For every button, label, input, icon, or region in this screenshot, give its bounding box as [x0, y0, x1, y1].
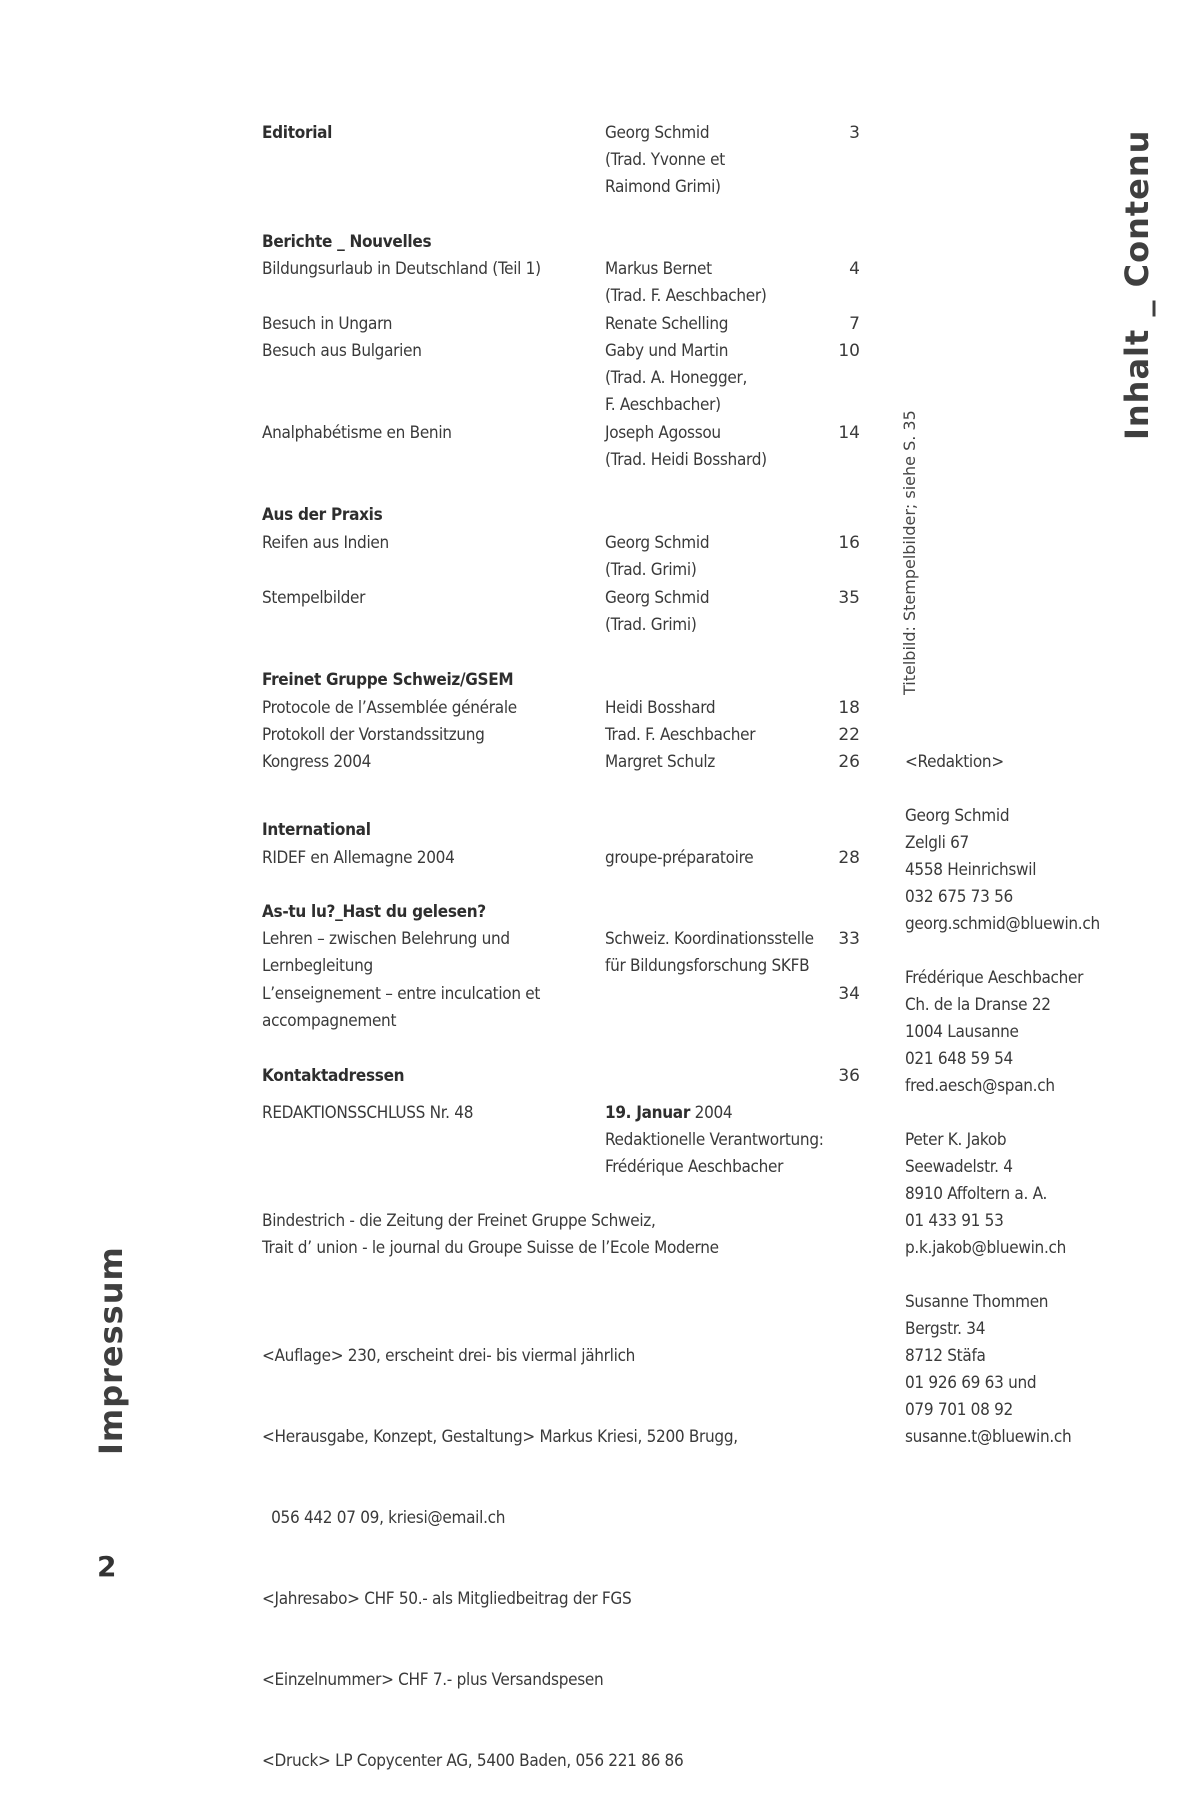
contact-block — [905, 1289, 1071, 1451]
page-ref[interactable]: 7 — [849, 314, 860, 334]
toc-item-author: Renate Schelling — [605, 314, 729, 334]
author-line: (Trad. Grimi) — [605, 615, 697, 635]
intro-line: Bindestrich - die Zeitung der Freinet Gruppe Schweiz, — [262, 1211, 656, 1231]
toc-item-title[interactable]: Besuch in Ungarn — [262, 314, 393, 334]
author-line: Joseph Agossou — [605, 423, 721, 443]
contact-city: 4558 Heinrichswil — [905, 860, 1037, 880]
contact-phone: 01 926 69 63 und — [905, 1373, 1037, 1393]
toc-item-author: Trad. F. Aeschbacher — [605, 725, 756, 745]
section-heading-praxis: Aus der Praxis — [262, 505, 383, 525]
impressum-side-title: Impressum — [92, 1246, 130, 1455]
impressum-line: <Einzelnummer> CHF 7.- plus Versandspesen — [262, 1670, 604, 1690]
impressum-details — [262, 1289, 738, 1802]
toc-item-title[interactable]: Bildungsurlaub in Deutschland (Teil 1) — [262, 259, 541, 279]
contact-block — [905, 803, 1100, 938]
title-line: Lehren – zwischen Belehrung und — [262, 929, 510, 949]
contact-street: Bergstr. 34 — [905, 1319, 986, 1339]
section-heading-freinet: Freinet Gruppe Schweiz/GSEM — [262, 670, 514, 690]
page-ref[interactable]: 3 — [849, 123, 860, 143]
contact-phone: 032 675 73 56 — [905, 887, 1013, 907]
date-bold: 19. Januar — [605, 1103, 691, 1123]
toc-item-author: Margret Schulz — [605, 752, 716, 772]
author-line: Markus Bernet — [605, 259, 712, 279]
author-line: F. Aeschbacher) — [605, 395, 721, 415]
toc-item-title[interactable]: Kongress 2004 — [262, 752, 372, 772]
title-line: accompagnement — [262, 1011, 397, 1031]
page-ref[interactable]: 34 — [838, 984, 860, 1004]
toc-item-title[interactable] — [262, 981, 540, 1035]
section-heading-editorial: Editorial — [262, 123, 333, 143]
page-ref[interactable]: 33 — [838, 929, 860, 949]
author-line: Schweiz. Koordinationsstelle — [605, 929, 814, 949]
author-line: (Trad. Yvonne et — [605, 150, 725, 170]
section-heading-astulu: As-tu lu?_Hast du gelesen? — [262, 902, 486, 922]
toc-item-title[interactable]: Protokoll der Vorstandssitzung — [262, 725, 485, 745]
toc-item-author: Heidi Bosshard — [605, 698, 716, 718]
contact-name: Georg Schmid — [905, 806, 1010, 826]
contact-city: 1004 Lausanne — [905, 1022, 1019, 1042]
contact-block — [905, 1127, 1066, 1262]
redaktion-label: <Redaktion> — [905, 752, 1004, 772]
responsibility-line: Frédérique Aeschbacher — [605, 1157, 784, 1177]
cover-note: Titelbild: Stempelbilder; siehe S. 35 — [900, 410, 919, 695]
toc-item-author — [605, 926, 814, 980]
author-line: (Trad. F. Aeschbacher) — [605, 286, 767, 306]
contact-block — [905, 965, 1083, 1100]
contact-phone: 021 648 59 54 — [905, 1049, 1013, 1069]
toc-item-title[interactable]: Analphabétisme en Benin — [262, 423, 452, 443]
page-ref[interactable]: 26 — [838, 752, 860, 772]
page-ref[interactable]: 18 — [838, 698, 860, 718]
editorial-author — [605, 120, 725, 201]
toc-item-title[interactable]: Protocole de l’Assemblée générale — [262, 698, 517, 718]
date-year: 2004 — [690, 1103, 733, 1123]
page-ref[interactable]: 10 — [838, 341, 860, 361]
author-line: für Bildungsforschung SKFB — [605, 956, 810, 976]
author-line: (Trad. Heidi Bosshard) — [605, 450, 767, 470]
impressum-line: <Druck> LP Copycenter AG, 5400 Baden, 056 221 86 86 — [262, 1751, 684, 1771]
contact-name: Susanne Thommen — [905, 1292, 1049, 1312]
contact-email[interactable]: susanne.t@bluewin.ch — [905, 1427, 1072, 1447]
author-line: Georg Schmid — [605, 533, 710, 553]
impressum-intro — [262, 1208, 719, 1262]
page-ref[interactable]: 4 — [849, 259, 860, 279]
impressum-line: 056 442 07 09, kriesi@email.ch — [262, 1508, 506, 1528]
author-line: Georg Schmid — [605, 123, 710, 143]
toc-item-author — [605, 530, 709, 584]
contact-street: Ch. de la Dranse 22 — [905, 995, 1051, 1015]
toc-item-title[interactable]: Stempelbilder — [262, 588, 366, 608]
redaktionsschluss-label: REDAKTIONSSCHLUSS Nr. 48 — [262, 1103, 474, 1123]
contact-email[interactable]: p.k.jakob@bluewin.ch — [905, 1238, 1067, 1258]
toc-item-author — [605, 420, 767, 474]
toc-item-author: groupe-préparatoire — [605, 848, 754, 868]
section-heading-berichte: Berichte _ Nouvelles — [262, 232, 432, 252]
page-ref[interactable]: 28 — [838, 848, 860, 868]
contact-phone-2: 079 701 08 92 — [905, 1400, 1013, 1420]
intro-line: Trait d’ union - le journal du Groupe Suisse de l’Ecole Moderne — [262, 1238, 719, 1258]
toc-item-title[interactable]: RIDEF en Allemagne 2004 — [262, 848, 455, 868]
contact-name: Frédérique Aeschbacher — [905, 968, 1084, 988]
author-line: Georg Schmid — [605, 588, 710, 608]
author-line: (Trad. Grimi) — [605, 560, 697, 580]
impressum-line: <Auflage> 230, erscheint drei- bis viermal jährlich — [262, 1346, 636, 1366]
title-line: Lernbegleitung — [262, 956, 373, 976]
toc-item-author — [605, 256, 767, 310]
page-ref[interactable]: 16 — [838, 533, 860, 553]
impressum-line: <Jahresabo> CHF 50.- als Mitgliedbeitrag der FGS — [262, 1589, 632, 1609]
contact-email[interactable]: fred.aesch@span.ch — [905, 1076, 1055, 1096]
toc-item-title[interactable] — [262, 926, 510, 980]
section-heading-international: International — [262, 820, 371, 840]
toc-item-title[interactable]: Reifen aus Indien — [262, 533, 389, 553]
contact-email[interactable]: georg.schmid@bluewin.ch — [905, 914, 1100, 934]
contact-street: Zelgli 67 — [905, 833, 969, 853]
page-ref[interactable]: 36 — [838, 1066, 860, 1086]
page-ref[interactable]: 22 — [838, 725, 860, 745]
toc-item-author — [605, 585, 709, 639]
toc-item-author — [605, 338, 747, 419]
page-number: 2 — [97, 1550, 117, 1583]
section-heading-kontakt: Kontaktadressen — [262, 1066, 405, 1086]
contents-side-title: Inhalt _ Contenu — [1118, 129, 1156, 440]
responsibility-line: Redaktionelle Verantwortung: — [605, 1130, 824, 1150]
page-ref[interactable]: 35 — [838, 588, 860, 608]
author-line: Raimond Grimi) — [605, 177, 721, 197]
contact-street: Seewadelstr. 4 — [905, 1157, 1013, 1177]
impressum-line: <Herausgabe, Konzept, Gestaltung> Markus Kriesi, 5200 Brugg, — [262, 1427, 738, 1447]
author-line: Gaby und Martin — [605, 341, 729, 361]
contact-name: Peter K. Jakob — [905, 1130, 1007, 1150]
author-line: (Trad. A. Honegger, — [605, 368, 748, 388]
redaktionsschluss-date — [605, 1100, 732, 1127]
contact-phone: 01 433 91 53 — [905, 1211, 1004, 1231]
contact-city: 8910 Affoltern a. A. — [905, 1184, 1048, 1204]
contact-city: 8712 Stäfa — [905, 1346, 986, 1366]
toc-item-title[interactable]: Besuch aus Bulgarien — [262, 341, 422, 361]
title-line: L’enseignement – entre inculcation et — [262, 984, 541, 1004]
page-ref[interactable]: 14 — [838, 423, 860, 443]
responsibility — [605, 1127, 824, 1181]
